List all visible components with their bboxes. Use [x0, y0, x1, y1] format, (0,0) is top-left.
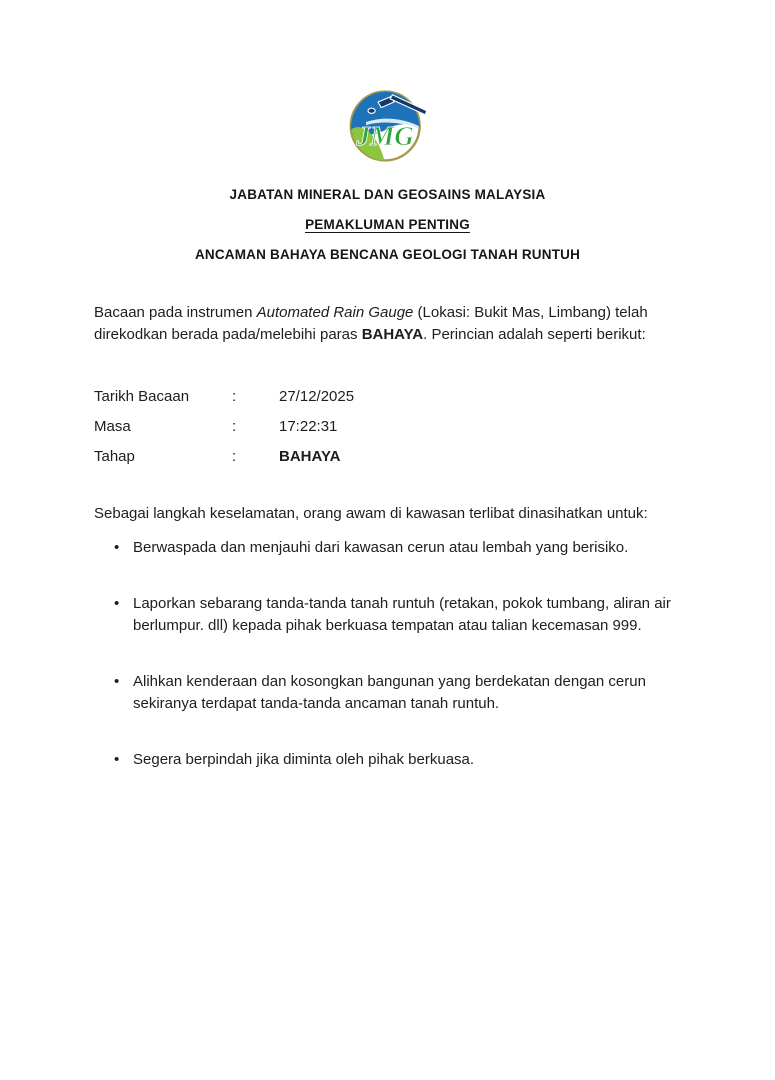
- list-item: [94, 671, 685, 715]
- logo-letters: JMG: [355, 121, 414, 152]
- advisory-item-text: Segera berpindah jika diminta oleh pihak berkuasa.: [133, 751, 475, 768]
- logo-container: [0, 0, 775, 166]
- level-label: Tahap: [94, 448, 135, 465]
- intro-paragraph: [94, 302, 685, 346]
- level-value: BAHAYA: [279, 448, 341, 465]
- reading-details: [94, 382, 685, 472]
- intro-text-1: Bacaan pada instrumen: [94, 304, 257, 321]
- danger-level-emphasis: BAHAYA: [361, 326, 424, 343]
- advisory-lead: Sebagai langkah keselamatan, orang awam di kawasan terlibat dinasihatkan untuk:: [94, 505, 648, 522]
- time-label: Masa: [94, 418, 131, 435]
- bullet-icon: •: [114, 595, 120, 612]
- bullet-icon: •: [114, 673, 120, 690]
- separator: :: [232, 448, 237, 465]
- separator: :: [232, 388, 237, 405]
- intro-text-3: . Perincian adalah seperti berikut:: [423, 326, 646, 343]
- date-value: 27/12/2025: [279, 388, 355, 405]
- advisory-list: [94, 537, 685, 771]
- detail-row-level: [94, 442, 685, 472]
- intro-text-2: (Lokasi: Bukit Mas, Limbang) telah direkodkan berada pada/melebihi paras: [94, 304, 648, 343]
- advisory-item-text: Laporkan sebarang tanda-tanda tanah runtuh (retakan, pokok tumbang, aliran air berlumpur. dll) kepada pihak berkuasa tempatan atau talian kecemasan 999.: [133, 595, 671, 634]
- bullet-icon: •: [114, 751, 120, 768]
- list-item: [94, 749, 685, 771]
- advisory-item-text: Alihkan kenderaan dan kosongkan bangunan yang berdekatan dengan cerun sekiranya terdapat tanda-tanda ancaman tanah runtuh.: [133, 673, 646, 712]
- list-item: [94, 537, 685, 559]
- advisory-item-text: Berwaspada dan menjauhi dari kawasan cerun atau lembah yang berisiko.: [133, 539, 629, 556]
- separator: :: [232, 418, 237, 435]
- org-name: JABATAN MINERAL DAN GEOSAINS MALAYSIA: [229, 187, 546, 202]
- list-item: [94, 593, 685, 637]
- document-body: [0, 302, 775, 771]
- notice-title: PEMAKLUMAN PENTING: [305, 217, 470, 232]
- time-value: 17:22:31: [279, 418, 338, 435]
- detail-row-time: [94, 412, 685, 442]
- jmg-logo: [342, 86, 434, 166]
- detail-row-date: [94, 382, 685, 412]
- notice-subject: ANCAMAN BAHAYA BENCANA GEOLOGI TANAH RUNTUH: [194, 247, 581, 262]
- bullet-icon: •: [114, 539, 120, 556]
- instrument-name: Automated Rain Gauge: [256, 304, 414, 321]
- document-headings: [0, 186, 775, 264]
- date-label: Tarikh Bacaan: [94, 388, 190, 405]
